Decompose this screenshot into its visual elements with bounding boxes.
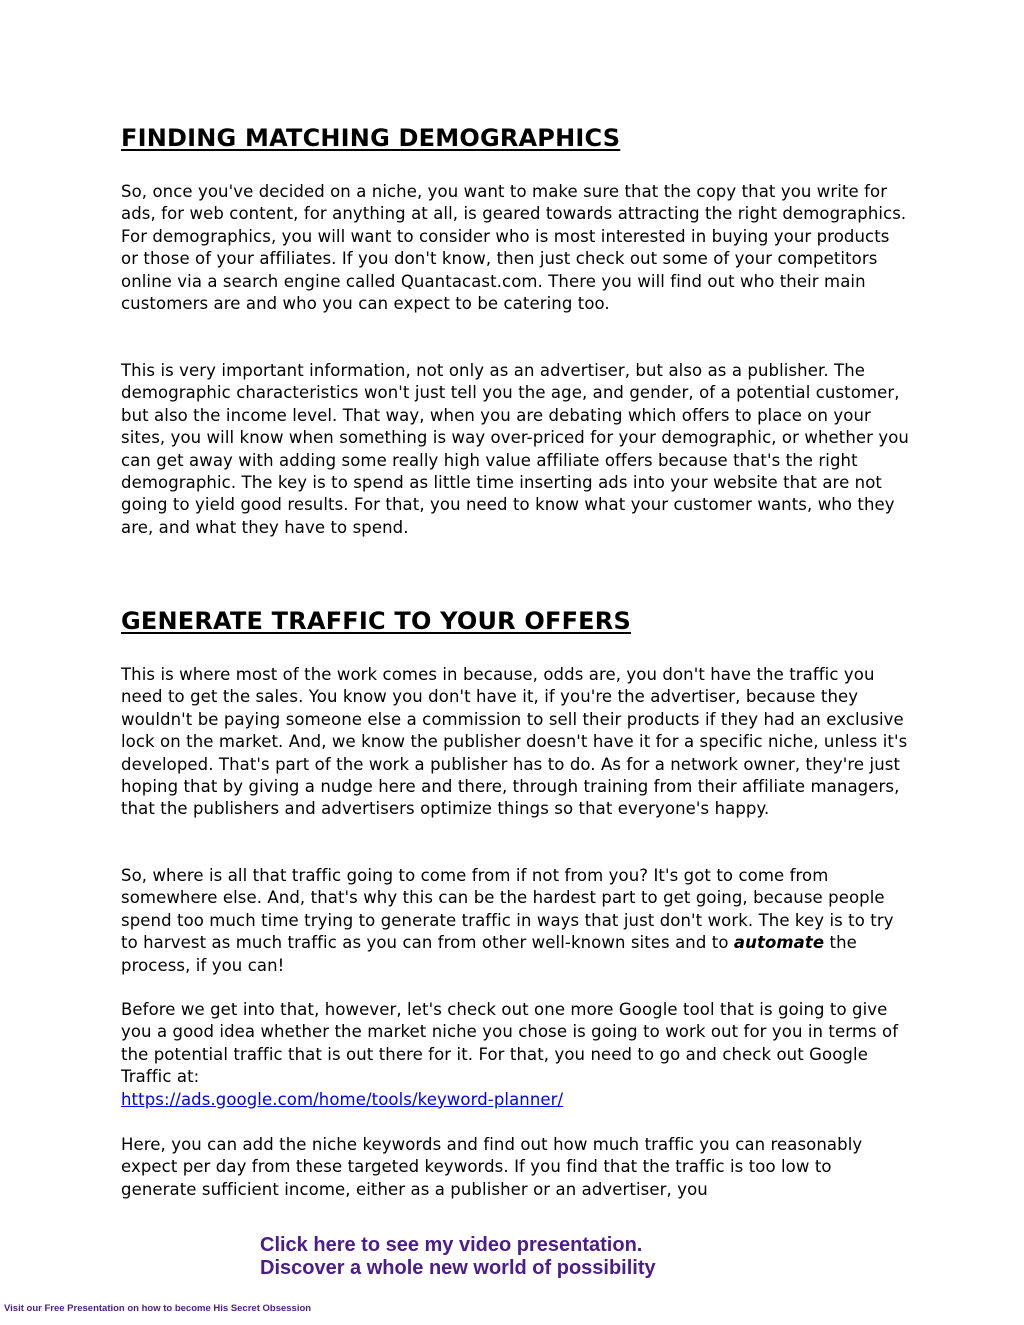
cta-line-discover[interactable]: Discover a whole new world of possibility [260, 1257, 656, 1279]
keyword-planner-link[interactable]: https://ads.google.com/home/tools/keyword-planner/ [121, 1089, 564, 1109]
paragraph-text: the process, if you can! [121, 933, 857, 975]
paragraph-where-traffic [121, 865, 911, 977]
paragraph-text: So, where is all that traffic going to come from if not from you? It's got to come from somewhere else. And, that's why this can be the hardest part to get going, because people spend too much time trying to generate traffic in ways that just don't work. The key is to try to harvest as much traffic as you can from other well-known sites and to [121, 866, 894, 953]
section-heading-traffic: GENERATE TRAFFIC TO YOUR OFFERS [121, 607, 631, 635]
paragraph-google-tool [121, 999, 911, 1111]
emphasis-automate: automate [733, 933, 825, 953]
section-heading-demographics: FINDING MATCHING DEMOGRAPHICS [121, 124, 621, 152]
paragraph-niche-copy: So, once you've decided on a niche, you want to make sure that the copy that you write for ads, for web content, for anything at all, is geared towards attracting the right demographics. For demographics, you will want to consider who is most interested in buying your products or those of your affiliates. If you don't know, then just check out some of your competitors online via a search engine called Quantacast.com. There you will find out who their main customers are and who you can expect to be catering too. [121, 182, 907, 314]
video-presentation-cta[interactable] [260, 1234, 656, 1280]
footer-presentation-link[interactable]: Visit our Free Presentation on how to become His Secret Obsession [4, 1303, 312, 1314]
paragraph-text: Before we get into that, however, let's check out one more Google tool that is going to give you a good idea whether the market niche you chose is going to work out for you in terms of the potential traffic that is out there for it. For that, you need to go and check out Google Traffic at: [121, 1000, 899, 1087]
paragraph-important-information: This is very important information, not only as an advertiser, but also as a publisher. The demographic characteristics won't just tell you the age, and gender, of a potential customer, but also the income level. That way, when you are debating which offers to place on your sites, you will know when something is way over-priced for your demographic, or whether you can get away with adding some really high value affiliate offers because that's the right demographic. The key is to spend as little time inserting ads into your website that are not going to yield good results. For that, you need to know what your customer wants, who they are, and what they have to spend. [121, 361, 909, 537]
paragraph-work-comes-in: This is where most of the work comes in because, odds are, you don't have the traffic you need to get the sales. You know you don't have it, if you're the advertiser, because they wouldn't be paying someone else a commission to sell their products if they had an exclusive lock on the market. And, we know the publisher doesn't have it for a specific niche, unless it's developed. That's part of the work a publisher has to do. As for a network owner, they're just hoping that by giving a nudge here and there, through training from their affiliate managers, that the publishers and advertisers optimize things so that everyone's happy. [121, 665, 908, 819]
cta-line-video[interactable]: Click here to see my video presentation. [260, 1234, 643, 1256]
paragraph-niche-keywords: Here, you can add the niche keywords and find out how much traffic you can reasonably expect per day from these targeted keywords. If you find that the traffic is too low to generate sufficient income, either as a publisher or an advertiser, you [121, 1135, 863, 1199]
